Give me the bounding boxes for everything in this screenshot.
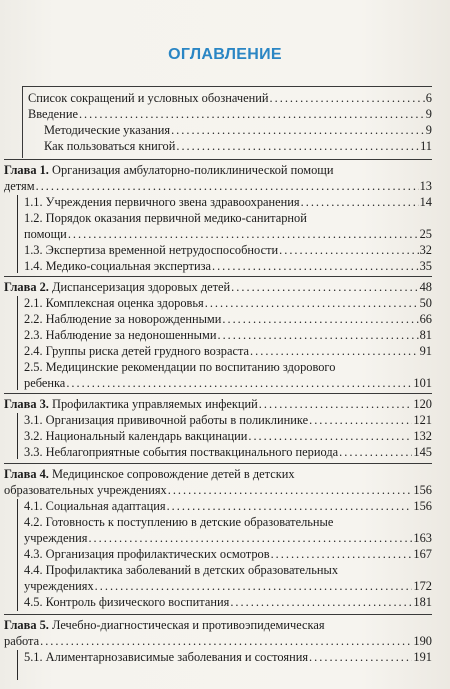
toc-entry-cont[interactable] <box>24 375 432 391</box>
dot-leader <box>171 122 425 138</box>
entry-text: помощи <box>24 227 67 241</box>
chapter-4-heading[interactable] <box>4 466 432 482</box>
dot-leader <box>250 343 419 359</box>
entry-text: учреждения <box>24 531 88 545</box>
page-number: 167 <box>413 547 432 561</box>
dot-leader <box>36 178 419 194</box>
toc-entry-cont[interactable] <box>24 226 432 242</box>
page-number: 35 <box>419 259 432 273</box>
toc-entry-cont[interactable] <box>24 530 432 546</box>
entry-text: 4.2. Готовность к поступлению в детские образовательные <box>24 515 334 529</box>
dot-leader <box>212 258 419 274</box>
toc-entry[interactable] <box>28 90 432 106</box>
page-number: 132 <box>413 429 432 443</box>
dot-leader <box>259 396 413 412</box>
dot-leader <box>88 530 412 546</box>
chapter-1-heading[interactable] <box>4 162 432 178</box>
toc-entry[interactable] <box>24 295 432 311</box>
toc-entry[interactable] <box>44 122 432 138</box>
dot-leader <box>309 649 412 665</box>
toc-entry[interactable] <box>44 138 432 154</box>
page-number: 25 <box>419 227 432 241</box>
dot-leader <box>248 428 412 444</box>
toc-entry[interactable] <box>24 327 432 343</box>
entry-text: 2.2. Наблюдение за новорожденными <box>24 312 222 326</box>
entry-text: 1.1. Учреждения первичного звена здравоохранения <box>24 195 300 209</box>
page-number: 156 <box>413 483 432 497</box>
toc-entry[interactable] <box>24 594 432 610</box>
divider <box>22 86 432 87</box>
entry-text: ребенка <box>24 376 66 390</box>
entry-text: 4.5. Контроль физического воспитания <box>24 595 230 609</box>
dot-leader <box>309 412 412 428</box>
entry-text: Лечебно-диагностическая и противоэпидемическая <box>48 618 325 632</box>
dot-leader <box>230 594 412 610</box>
toc-entry[interactable] <box>24 242 432 258</box>
chapter-label: Глава 3. <box>4 397 49 411</box>
page-number: 9 <box>425 123 432 137</box>
toc-title: ОГЛАВЛЕНИЕ <box>168 46 282 63</box>
dot-leader <box>40 633 412 649</box>
entry-text: 1.2. Порядок оказания первичной медико-санитарной <box>24 211 307 225</box>
toc-entry[interactable] <box>24 498 432 514</box>
dot-leader <box>66 375 412 391</box>
entry-text: 5.1. Алиментарнозависимые заболевания и состояния <box>24 650 309 664</box>
page-number: 13 <box>419 179 432 193</box>
dot-leader <box>167 498 413 514</box>
entry-text: Диспансеризация здоровых детей <box>48 280 231 294</box>
page-number: 48 <box>419 280 432 294</box>
divider <box>4 276 432 277</box>
entry-text: работа <box>4 634 40 648</box>
entry-text: Профилактика управляемых инфекций <box>48 397 258 411</box>
toc-entry[interactable] <box>24 514 432 530</box>
dot-leader <box>217 327 418 343</box>
divider <box>22 86 23 158</box>
entry-text: 4.3. Организация профилактических осмотров <box>24 547 270 561</box>
page-number: 156 <box>413 499 432 513</box>
entry-text: 3.1. Организация прививочной работы в поликлинике <box>24 413 309 427</box>
page-number: 145 <box>413 445 432 459</box>
divider <box>4 159 432 160</box>
entry-text <box>4 617 325 633</box>
page-number: 11 <box>420 139 432 153</box>
chapter-1-heading-cont[interactable] <box>4 178 432 194</box>
entry-text: 2.3. Наблюдение за недоношенными <box>24 328 217 342</box>
divider <box>4 463 432 464</box>
toc-entry[interactable] <box>24 359 432 375</box>
chapter-label: Глава 2. <box>4 280 49 294</box>
page-number: 172 <box>413 579 432 593</box>
toc-entry[interactable] <box>24 194 432 210</box>
entry-text: 3.2. Национальный календарь вакцинации <box>24 429 248 443</box>
dot-leader <box>339 444 412 460</box>
page-number: 6 <box>425 91 432 105</box>
dot-leader <box>168 482 413 498</box>
divider <box>17 499 18 611</box>
dot-leader <box>79 106 425 122</box>
chapter-label: Глава 5. <box>4 618 49 632</box>
toc-entry[interactable] <box>24 343 432 359</box>
entry-text: 2.4. Группы риска детей грудного возраста <box>24 344 250 358</box>
page-number: 190 <box>413 634 432 648</box>
entry-text: Организация амбулаторно-поликлинической помощи <box>48 163 334 177</box>
divider <box>17 413 18 459</box>
divider <box>17 650 18 680</box>
toc-entry-cont[interactable] <box>24 578 432 594</box>
entry-text: 4.4. Профилактика заболеваний в детских образовательных <box>24 563 339 577</box>
entry-text: 3.3. Неблагоприятные события поствакцинального периода <box>24 445 339 459</box>
entry-text: Список сокращений и условных обозначений <box>28 91 269 105</box>
toc-entry[interactable] <box>24 444 432 460</box>
toc-entry[interactable] <box>24 428 432 444</box>
toc-entry[interactable] <box>28 106 432 122</box>
chapter-5-heading[interactable] <box>4 617 432 633</box>
page-number: 9 <box>425 107 432 121</box>
divider <box>4 614 432 615</box>
page-number: 120 <box>413 397 432 411</box>
toc-entry[interactable] <box>24 412 432 428</box>
entry-text <box>4 162 333 178</box>
entry-text <box>4 396 258 412</box>
entry-text: Медицинское сопровождение детей в детских <box>48 467 295 481</box>
chapter-3-heading[interactable] <box>4 396 432 412</box>
page-number: 121 <box>413 413 432 427</box>
dot-leader <box>279 242 418 258</box>
toc-entry[interactable] <box>24 562 432 578</box>
page-number: 32 <box>419 243 432 257</box>
chapter-label: Глава 4. <box>4 467 49 481</box>
divider <box>4 393 432 394</box>
entry-text: Методические указания <box>44 123 171 137</box>
chapter-2-heading[interactable] <box>4 279 432 295</box>
dot-leader <box>68 226 419 242</box>
toc-entry[interactable] <box>24 311 432 327</box>
divider <box>17 296 18 390</box>
divider <box>17 195 18 273</box>
entry-text <box>4 466 295 482</box>
page-number: 181 <box>413 595 432 609</box>
entry-text: образовательных учреждениях <box>4 483 167 497</box>
toc-entry[interactable] <box>24 210 432 226</box>
dot-leader <box>222 311 418 327</box>
page-number: 163 <box>413 531 432 545</box>
chapter-4-heading-cont[interactable] <box>4 482 432 498</box>
toc-entry[interactable] <box>24 546 432 562</box>
entry-text <box>4 279 230 295</box>
page-number: 14 <box>419 195 432 209</box>
chapter-5-heading-cont[interactable] <box>4 633 432 649</box>
chapter-label: Глава 1. <box>4 163 49 177</box>
page-number: 81 <box>419 328 432 342</box>
dot-leader <box>205 295 419 311</box>
page-number: 50 <box>419 296 432 310</box>
entry-text: учреждениях <box>24 579 94 593</box>
entry-text: 2.1. Комплексная оценка здоровья <box>24 296 204 310</box>
dot-leader <box>271 546 413 562</box>
dot-leader <box>95 578 413 594</box>
dot-leader <box>176 138 419 154</box>
page-number: 191 <box>413 650 432 664</box>
page-number: 66 <box>419 312 432 326</box>
entry-text: детям <box>4 179 35 193</box>
entry-text: 2.5. Медицинские рекомендации по воспитанию здорового <box>24 360 336 374</box>
page-number: 101 <box>413 376 432 390</box>
entry-text: 4.1. Социальная адаптация <box>24 499 166 513</box>
dot-leader <box>270 90 425 106</box>
page-number: 91 <box>419 344 432 358</box>
entry-text: Как пользоваться книгой <box>44 139 176 153</box>
entry-text: 1.4. Медико-социальная экспертиза <box>24 259 211 273</box>
dot-leader <box>301 194 419 210</box>
entry-text: Введение <box>28 107 78 121</box>
dot-leader <box>231 279 418 295</box>
entry-text: 1.3. Экспертиза временной нетрудоспособности <box>24 243 279 257</box>
toc-entry[interactable] <box>24 258 432 274</box>
toc-entry[interactable] <box>24 649 432 665</box>
